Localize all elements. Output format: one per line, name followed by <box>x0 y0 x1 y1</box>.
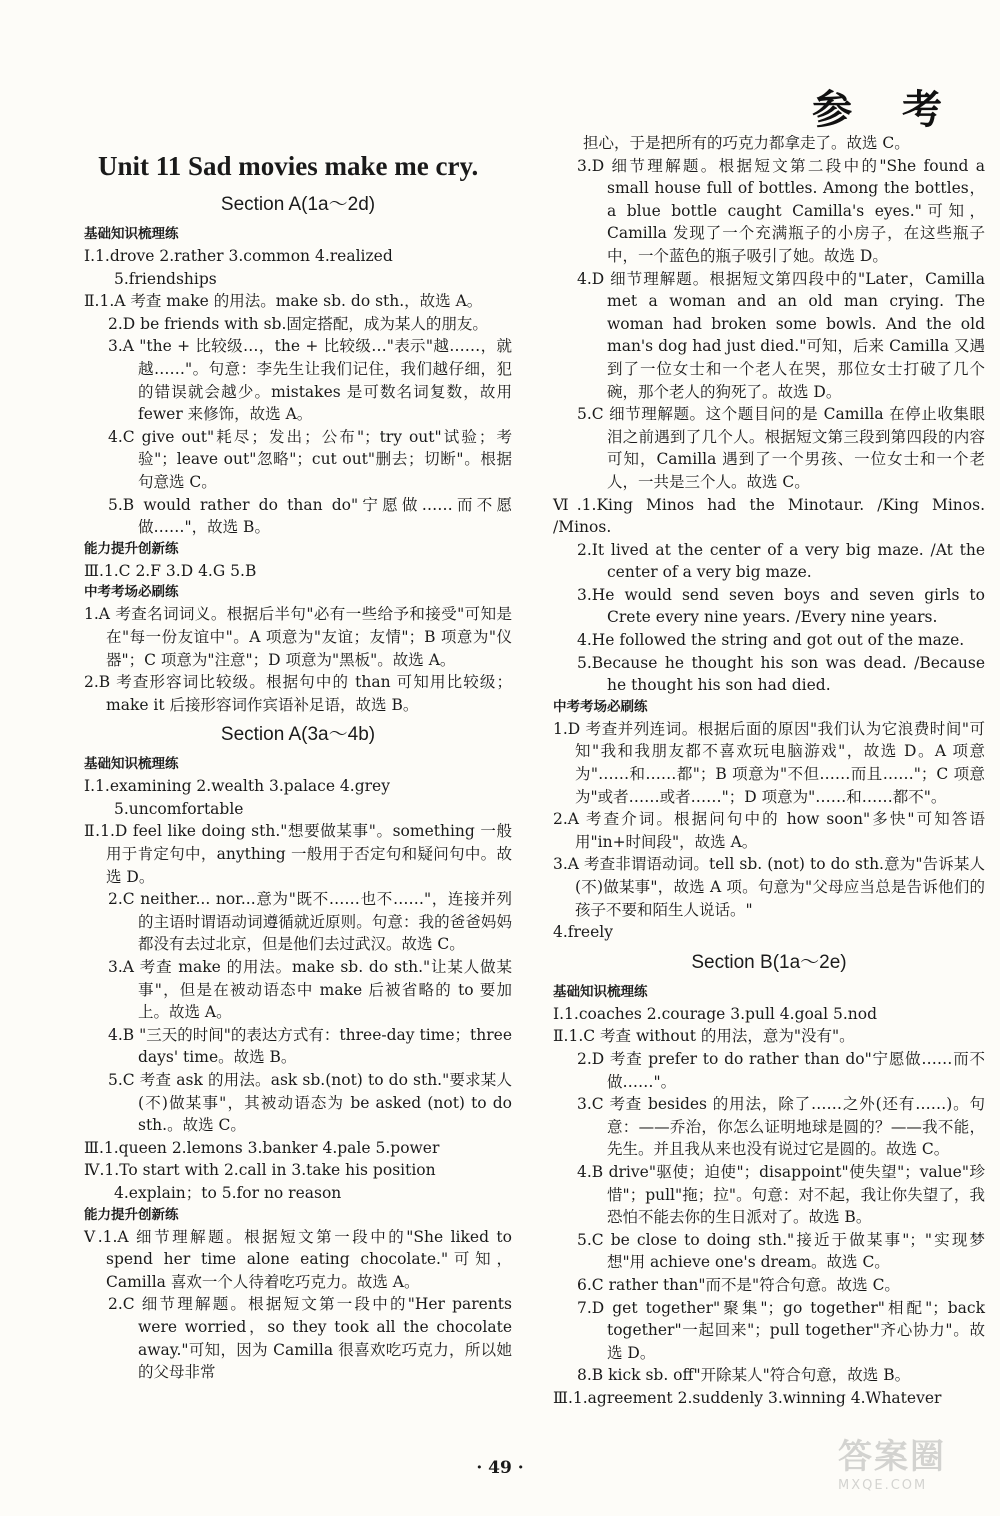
answer-line: 3.A 考查非谓语动词。tell sb. (not) to do sth.意为"告诉某人(不)做某事"，故选 A 项。句意为"父母应当总是告诉他们的孩子不要和陌生人说话。" <box>553 855 985 919</box>
answer-line: 3.D 细节理解题。根据短文第二段中的"She found a small house full of bottles. Among the bottles，a blue bottle caught Camilla's eyes."可知，Camilla 发现了一个充满瓶子的小房子，在这些瓶子中，一个蓝色的瓶子吸引了她。故选 D。 <box>577 156 985 265</box>
answer-line: 4.B drive"驱使；迫使"；disappoint"使失望"；value"珍惜"；pull"拖；拉"。句意：对不起，我让你失望了，我恐怕不能去你的生日派对了。故选 B。 <box>577 1162 985 1227</box>
watermark-text: 答案圈 <box>838 1437 946 1477</box>
sub-heading: 中考考场必刷练 <box>553 698 648 715</box>
answer-line: 5.C be close to doing sth."接近于做某事"；"实现梦想"用 achieve one's dream。故选 C。 <box>577 1230 985 1272</box>
answer-line: 1.D 考查并列连词。根据后面的原因"我们认为它浪费时间"可知"我和我朋友都不喜欢玩电脑游戏"，故选 D。A 项意为"……和……都"；B 项意为"不但……而且……"；C 项意为"或者……或者……"；D 项意为"……和……都不"。 <box>553 719 985 806</box>
answer-line: 3.A "the + 比较级…，the + 比较级…"表示"越……，就越……"。句意：李先生让我们记住，我们越仔细，犯的错误就会越少。mistakes 是可数名词复数，故用 fewer 来修饰，故选 A。 <box>108 337 512 424</box>
answer-line: 4.explain；to 5.for no reason <box>114 1183 342 1202</box>
answer-line: Ⅱ.1.A 考查 make 的用法。make sb. do sth.，故选 A。 <box>84 292 483 311</box>
answer-line: 5.Because he thought his son was dead. /Because he thought his son had died. <box>577 653 985 695</box>
answer-line: 2.C 细节理解题。根据短文第一段中的"Her parents were worried，so they took all the chocolate away."可知，因为 Camilla 很喜欢吃巧克力，所以她的父母非常 <box>108 1295 512 1382</box>
left-column <box>84 150 512 1384</box>
answer-line: 3.He would send seven boys and seven girls to Crete every nine years. /Every nine years. <box>577 585 985 627</box>
unit-title: Unit 11 Sad movies make me cry. <box>98 151 479 181</box>
page-header-title: 参 考 <box>812 86 960 133</box>
watermark-logo <box>838 1436 988 1502</box>
answer-line: 5.friendships <box>114 269 217 288</box>
answer-line: 2.B 考查形容词比较级。根据句中的 than 可知用比较级；make it 后接形容词作宾语补足语，故选 B。 <box>84 673 512 714</box>
answer-line: 2.C neither... nor...意为"既不……也不……"，连接并列的主语时谓语动词遵循就近原则。句意：我的爸爸妈妈都没有去过北京，但是他们去过武汉。故选 C。 <box>108 890 512 954</box>
answer-line: 5.C 细节理解题。这个题目问的是 Camilla 在停止收集眼泪之前遇到了几个人。根据短文第三段到第四段的内容可知，Camilla 遇到了一个男孩、一位女士和一个老人，一共是三个人。故选 C。 <box>577 405 985 491</box>
sub-heading: 中考考场必刷练 <box>84 584 179 601</box>
sub-heading: 基础知识梳理练 <box>553 983 648 1000</box>
answer-line: 7.D get together"聚集"；go together"相配"；back together"一起回来"；pull together"齐心协力"。故选 D。 <box>577 1298 985 1362</box>
answer-line: 5.C 考查 ask 的用法。ask sb.(not) to do sth."要求某人(不)做某事"，其被动语态为 be asked (not) to do sth.。故选 C。 <box>108 1071 512 1135</box>
answer-line: Ⅲ.1.C 2.F 3.D 4.G 5.B <box>84 561 257 580</box>
section-title: Section B(1a～2e) <box>691 951 847 973</box>
answer-line: Ⅳ.1.To start with 2.call in 3.take his position <box>84 1161 436 1180</box>
section-title: Section A(3a～4b) <box>220 724 376 746</box>
answer-line: 2.D be friends with sb.固定搭配，成为某人的朋友。 <box>108 314 488 333</box>
answer-line: 8.B kick sb. off"开除某人"符合句意，故选 B。 <box>577 1366 911 1385</box>
answer-line: 4.B "三天的时间"的表达方式有：three-day time；three days' time。故选 B。 <box>108 1025 512 1067</box>
answer-line: Ⅰ.1.coaches 2.courage 3.pull 4.goal 5.nod <box>553 1004 877 1023</box>
answer-line: Ⅰ.1.drove 2.rather 3.common 4.realized <box>84 247 393 265</box>
sub-heading: 基础知识梳理练 <box>84 756 179 773</box>
answer-line: Ⅱ.1.D feel like doing sth."想要做某事"。something 一般用于肯定句中，anything 一般用于否定句和疑问句中。故选 D。 <box>84 822 512 886</box>
answer-line: 5.B would rather do than do"宁愿做……而不愿做……"，故选 B。 <box>108 495 512 537</box>
watermark-url: MXQE.COM <box>838 1478 928 1493</box>
answer-line: 4.C give out"耗尽；发出；公布"；try out"试验；考验"；leave out"忽略"；cut out"删去；切断"。根据句意选 C。 <box>108 427 512 491</box>
answer-line: 2.A 考查介词。根据问句中的 how soon"多快"可知答语用"in+时间段"，故选 A。 <box>553 810 985 851</box>
sub-heading: 能力提升创新练 <box>84 1206 179 1223</box>
answer-line: Ⅴ.1.A 细节理解题。根据短文第一段中的"She liked to spend her time alone eating chocolate."可知，Camilla 喜欢一个人待着吃巧克力。故选 A。 <box>84 1227 512 1291</box>
answer-line: Ⅵ.1.King Minos had the Minotaur. /King Minos. /Minos. <box>553 495 985 537</box>
answer-line: 2.It lived at the center of a very big maze. /At the center of a very big maze. <box>577 540 985 582</box>
answer-line: 4.D 细节理解题。根据短文第四段中的"Later，Camilla met a woman and an old man crying. The woman had broken some bowls. And the old man's dog had just died."可知，后来 Camilla 又遇到了一位女士和一个老人在哭，那位女士打破了几个碗，那个老人的狗死了。故选 D。 <box>577 269 985 401</box>
answer-line: 4.He followed the string and got out of the maze. <box>577 631 965 650</box>
answer-line: 5.uncomfortable <box>114 799 244 818</box>
answer-line: 1.A 考查名词词义。根据后半句"必有一些给予和接受"可知是在"每一份友谊中"。A 项意为"友谊；友情"；B 项意为"仪器"；C 项意为"注意"；D 项意为"黑板"。故选 A。 <box>84 605 512 669</box>
answer-line: 4.freely <box>553 923 613 942</box>
answer-line: 担心，于是把所有的巧克力都拿走了。故选 C。 <box>583 134 910 152</box>
answer-line: Ⅱ.1.C 考查 without 的用法，意为"没有"。 <box>553 1027 855 1046</box>
page-number: · 49 · <box>476 1458 524 1478</box>
answer-line: 2.D 考查 prefer to do rather than do"宁愿做……而不做……"。 <box>577 1049 985 1091</box>
answer-line: Ⅰ.1.examining 2.wealth 3.palace 4.grey <box>84 777 390 796</box>
answer-line: Ⅲ.1.queen 2.lemons 3.banker 4.pale 5.power <box>84 1138 440 1157</box>
answer-line: Ⅲ.1.agreement 2.suddenly 3.winning 4.Whatever <box>553 1388 942 1407</box>
answer-line: 6.C rather than"而不是"符合句意。故选 C。 <box>577 1275 900 1294</box>
answer-line: 3.A 考查 make 的用法。make sb. do sth."让某人做某事"，但是在被动语态中 make 后被省略的 to 要加上。故选 A。 <box>108 958 512 1022</box>
section-title: Section A(1a～2d) <box>220 194 376 215</box>
sub-heading: 基础知识梳理练 <box>84 226 179 242</box>
sub-heading: 能力提升创新练 <box>84 540 179 557</box>
answer-line: 3.C 考查 besides 的用法，除了……之外(还有……)。句意：——乔治，你怎么证明地球是圆的？——我不能，先生。并且我从来也没有说过它是圆的。故选 C。 <box>577 1095 985 1159</box>
right-column <box>553 132 985 1409</box>
